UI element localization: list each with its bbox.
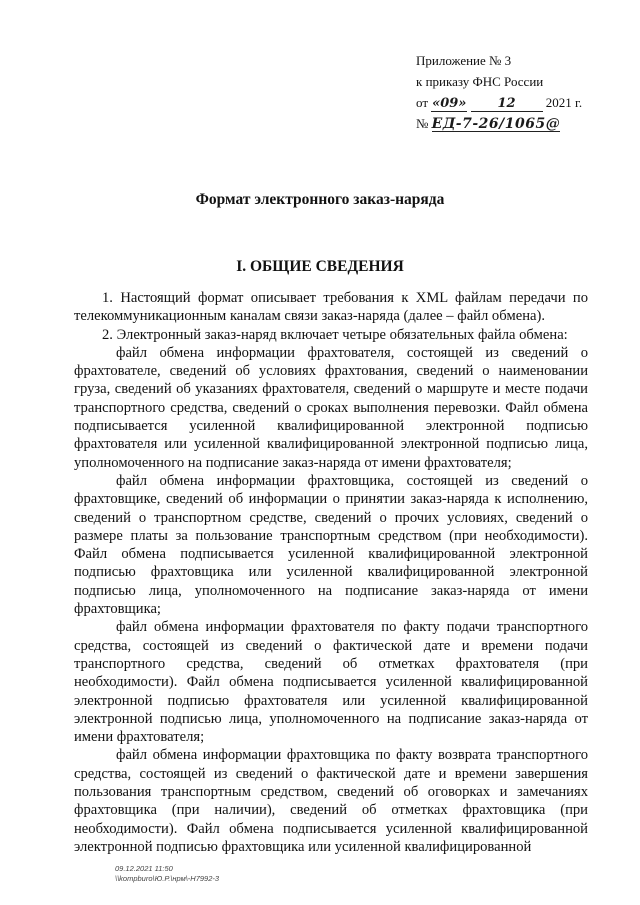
paragraph: файл обмена информации фрахтователя по факту подачи транспортного средства, состоящей из сведений о фактической дате и времени подачи транспортного средства, сведений об отметках фрахтователя (при необходимости). Файл обмена подписывается усиленной квалифицированной электронной подписью фрахтователя или усиленной квалифицированной электронной подписью лица, уполномоченного на подписание заказ-наряда от имени фрахтователя;	[74, 619, 588, 746]
appendix-header	[416, 50, 626, 134]
document-body	[74, 289, 588, 856]
paragraph: файл обмена информации фрахтователя, состоящей из сведений о фрахтователе, сведений об условиях фрахтования, сведений о наименовании груза, сведений об указаниях фрахтователя, сведений о маршруте и месте подачи транспортного средства, сведений о сроках выполнения перевозки. Файл обмена подписывается усиленной квалифицированной электронной подписью фрахтователя или усиленной квалифицированной электронной подписью лица, уполномоченного на подписание заказ-наряда от имени фрахтователя;	[74, 344, 588, 471]
print-timestamp: 09.12.2021 11:50	[115, 864, 173, 873]
date-year: 2021 г.	[545, 95, 583, 110]
appendix-order-number	[416, 113, 626, 134]
date-day: «09»	[432, 96, 467, 111]
print-file-path: \\kompburo\Ю.Р.\нрм\-Н7992-3	[115, 874, 220, 883]
date-month: 12	[471, 97, 543, 112]
appendix-number: Приложение № 3	[416, 53, 512, 68]
date-prefix: от	[416, 95, 429, 110]
appendix-date	[416, 92, 626, 113]
paragraph: 2. Электронный заказ-наряд включает четыре обязательных файла обмена:	[102, 326, 568, 343]
document-title: Формат электронного заказ-наряда	[195, 191, 445, 208]
handwritten-order-number: ЕД-7-26/1065@	[431, 116, 561, 132]
print-stamp	[115, 864, 219, 884]
appendix-order-ref: к приказу ФНС России	[416, 74, 544, 89]
paragraph: файл обмена информации фрахтовщика по факту возврата транспортного средства, состоящей из сведений о фактической дате и времени завершения пользования транспортным средством, сведений об оговорках и замечаниях фрахтовщика (при наличии), сведений об отметках фрахтовщика (при необходимости). Файл обмена подписывается усиленной квалифицированной электронной подписью фрахтовщика или усиленной квалифицированной	[74, 747, 588, 855]
number-prefix: №	[416, 116, 429, 131]
paragraph: файл обмена информации фрахтовщика, состоящей из сведений о фрахтовщике, сведений об информации о принятии заказ-наряда к исполнению, сведений о транспортном средстве, сведений о прочих условиях, сведений о размере платы за пользование транспортным средством (при необходимости). Файл обмена подписывается усиленной квалифицированной электронной подписью фрахтовщика или усиленной квалифицированной электронной подписью лица, уполномоченного на подписание заказ-наряда от имени фрахтовщика;	[74, 472, 588, 618]
paragraph: 1. Настоящий формат описывает требования к XML файлам передачи по телекоммуникационным каналам связи заказ-наряда (далее – файл обмена).	[74, 290, 588, 325]
section-title: I. ОБЩИЕ СВЕДЕНИЯ	[236, 258, 404, 275]
